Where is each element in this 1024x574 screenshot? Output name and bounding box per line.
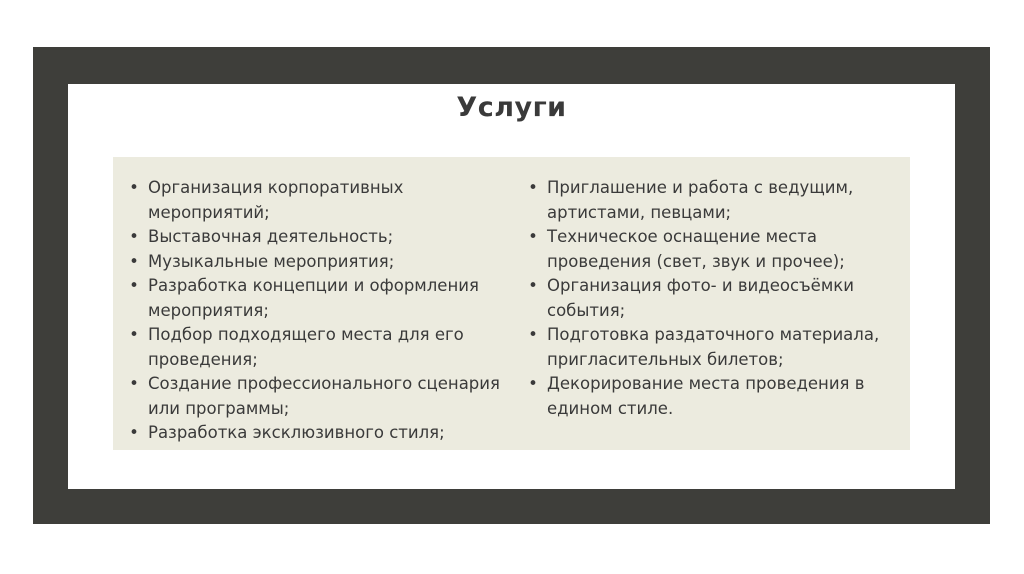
list-item	[129, 274, 529, 323]
list-item-text: Разработка эксклюзивного стиля;	[148, 423, 445, 442]
bullet-icon: •	[528, 227, 538, 246]
list-item-text: Подбор подходящего места для его проведения;	[148, 325, 464, 369]
bullet-icon: •	[528, 374, 538, 393]
list-item-text: Разработка концепции и оформления мероприятия;	[148, 276, 479, 320]
services-panel	[113, 157, 910, 450]
bullet-icon: •	[129, 276, 139, 295]
list-item	[129, 323, 529, 372]
bullet-icon: •	[528, 276, 538, 295]
list-item-text: Техническое оснащение места проведения (свет, звук и прочее);	[547, 227, 845, 271]
list-item-text: Музыкальные мероприятия;	[148, 251, 395, 271]
list-item	[129, 372, 529, 421]
list-item-text: Выставочная деятельность;	[148, 227, 394, 246]
list-item-text: Декорирование места проведения в едином стиле.	[547, 374, 865, 418]
bullet-icon: •	[528, 178, 538, 197]
list-item	[129, 421, 529, 446]
list-item	[528, 225, 898, 274]
list-item	[528, 176, 898, 225]
services-list-left	[129, 176, 529, 446]
slide	[68, 84, 955, 489]
list-item	[129, 225, 529, 250]
bullet-icon: •	[129, 227, 139, 246]
list-item-text: Приглашение и работа с ведущим, артистами, певцами;	[547, 178, 854, 222]
list-item	[528, 323, 898, 372]
list-item-text: Организация корпоративных мероприятий;	[148, 178, 404, 222]
list-item	[528, 274, 898, 323]
list-item	[528, 372, 898, 421]
list-item-text: Создание профессионального сценария или программы;	[148, 374, 500, 418]
list-item	[129, 176, 529, 225]
bullet-icon: •	[129, 251, 139, 271]
list-item-text: Организация фото- и видеосъёмки события;	[547, 276, 854, 320]
bullet-icon: •	[528, 325, 538, 344]
slide-title: Услуги	[456, 92, 567, 123]
list-item	[129, 250, 529, 275]
bullet-icon: •	[129, 178, 139, 197]
services-list-right	[528, 176, 898, 421]
slide-frame	[33, 47, 990, 524]
bullet-icon: •	[129, 423, 139, 442]
bullet-icon: •	[129, 374, 139, 393]
bullet-icon: •	[129, 325, 139, 344]
list-item-text: Подготовка раздаточного материала, пригласительных билетов;	[547, 325, 880, 369]
